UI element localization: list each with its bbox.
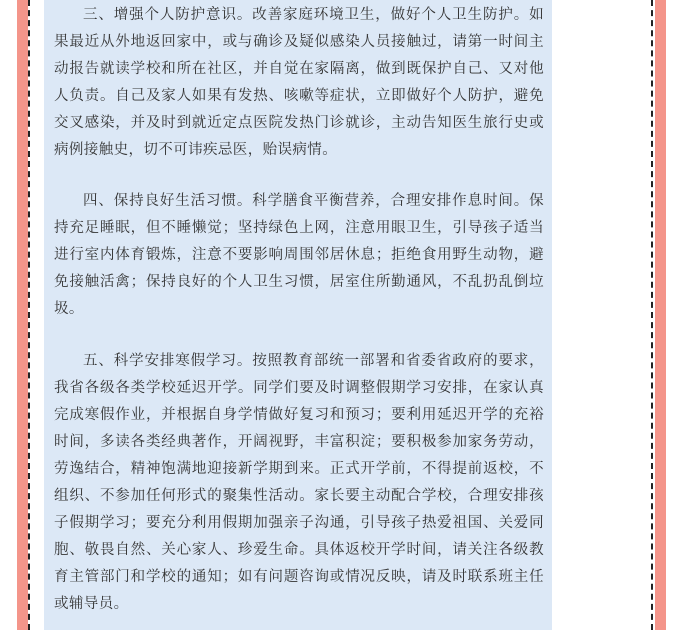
paragraph-healthy-habits: 四、保持良好生活习惯。科学膳食平衡营养，合理安排作息时间。保持充足睡眠，但不睡懒觉；坚持绿色上网，注意用眼卫生，引导孩子适当进行室内体育锻炼，注意不要影响周围邻居休息；拒绝食用野生动物，避免接触活禽；保持良好的个人卫生习惯，居室住所勤通风，不乱扔乱倒垃圾。 [54,193,544,317]
paragraph-personal-protection: 三、增强个人防护意识。改善家庭环境卫生，做好个人卫生防护。如果最近从外地返回家中，或与确诊及疑似感染人员接触过，请第一时间主动报告就读学校和所在社区，并自觉在家隔离，做到既保护自己、又对他人负责。自己及家人如果有发热、咳嗽等症状，立即做好个人防护，避免交叉感染，并及时到就近定点医院发热门诊就诊，主动告知医生旅行史或病例接触史，切不可讳疾忌医，贻误病情。 [54,7,544,158]
left-dashed-line [28,0,30,630]
right-dashed-line [651,0,653,630]
right-decorative-border [655,0,666,630]
left-decorative-border [17,0,28,630]
paragraph-winter-study: 五、科学安排寒假学习。按照教育部统一部署和省委省政府的要求，我省各级各类学校延迟开学。同学们要及时调整假期学习安排，在家认真完成寒假作业，并根据自身学情做好复习和预习；要利用延迟开学的充裕时间，多读各类经典著作，开阔视野，丰富积淀；要积极参加家务劳动，劳逸结合，精神饱满地迎接新学期到来。正式开学前，不得提前返校，不组织、不参加任何形式的聚集性活动。家长要主动配合学校，合理安排孩子假期学习；要充分利用假期加强亲子沟通，引导孩子热爱祖国、关爱同胞、敬畏自然、关心家人、珍爱生命。具体返校开学时间，请关注各级教育主管部门和学校的通知；如有问题咨询或情况反映，请及时联系班主任或辅导员。 [54,353,544,612]
